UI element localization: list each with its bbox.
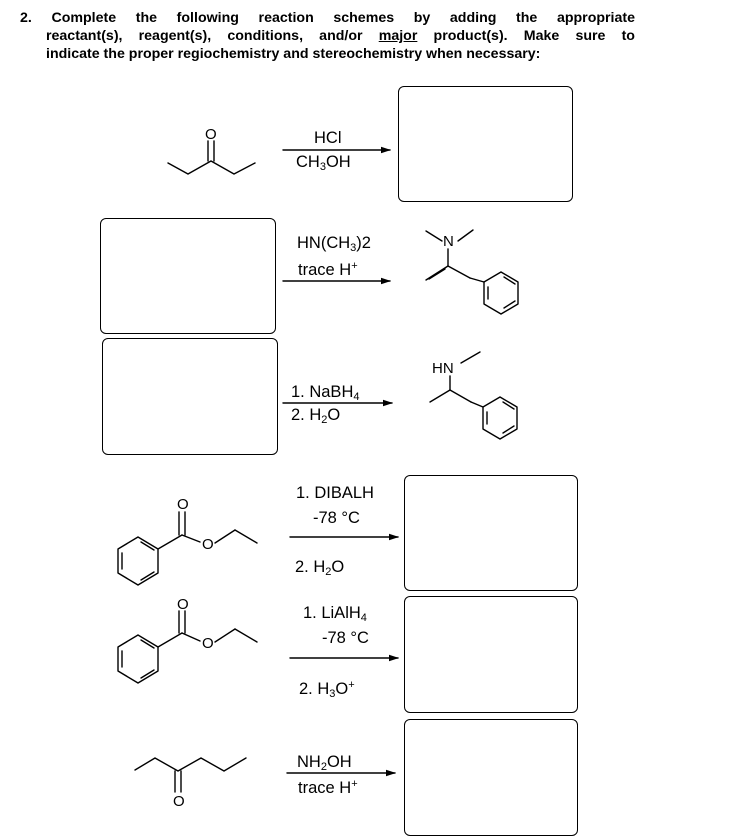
r2-enamine-structure <box>426 230 518 314</box>
r4-ester-structure <box>118 512 257 585</box>
r2-nitrogen-label: N <box>443 233 454 250</box>
question-line-1: 2. Complete the following reaction schemes by adding the appropriate <box>20 10 635 26</box>
question-line-2: reactant(s), reagent(s), conditions, and/or major product(s). Make sure to <box>46 28 635 44</box>
question-line-3: indicate the proper regiochemistry and stereochemistry when necessary: <box>46 46 541 62</box>
r2-catalyst: trace H+ <box>298 260 358 279</box>
r6-oxygen-label: O <box>173 793 185 810</box>
r1-solvent: $CH_3OH$ <box>296 153 351 173</box>
r4-carbonyl-oxygen-label: O <box>177 496 189 513</box>
r1-reagent: HCl <box>314 129 342 147</box>
r3-step1: 1. NaBH$_4$ <box>291 383 360 403</box>
r4-step1: 1. DIBALH <box>296 484 374 502</box>
r5-ester-oxygen-label: O <box>202 635 214 652</box>
r1-oxygen-label: O <box>205 126 217 143</box>
r6-reagent: $NH_2OH$ <box>297 753 352 773</box>
r5-ester-structure <box>118 611 257 683</box>
r5-carbonyl-oxygen-label: O <box>177 596 189 613</box>
r5-step1: 1. LiAlH$_4$ <box>303 604 367 624</box>
r6-ketone-structure <box>135 758 246 792</box>
r4-temp: -78 °C <box>313 509 360 527</box>
r4-ester-oxygen-label: O <box>202 536 214 553</box>
r5-step2: 2. $H_3O^+$ <box>299 679 355 700</box>
r1-ketone-structure <box>168 141 255 174</box>
underlined-word: major <box>378 28 418 44</box>
r3-nh-label: HN <box>432 360 454 377</box>
r5-temp: -78 °C <box>322 629 369 647</box>
r4-step2: 2. $H_2O$ <box>295 558 345 578</box>
r3-step2: 2. $H_2O$ <box>291 406 341 426</box>
r2-reagent: $HN(CH_3)2$ <box>297 234 371 254</box>
r6-catalyst: trace H+ <box>298 778 358 797</box>
